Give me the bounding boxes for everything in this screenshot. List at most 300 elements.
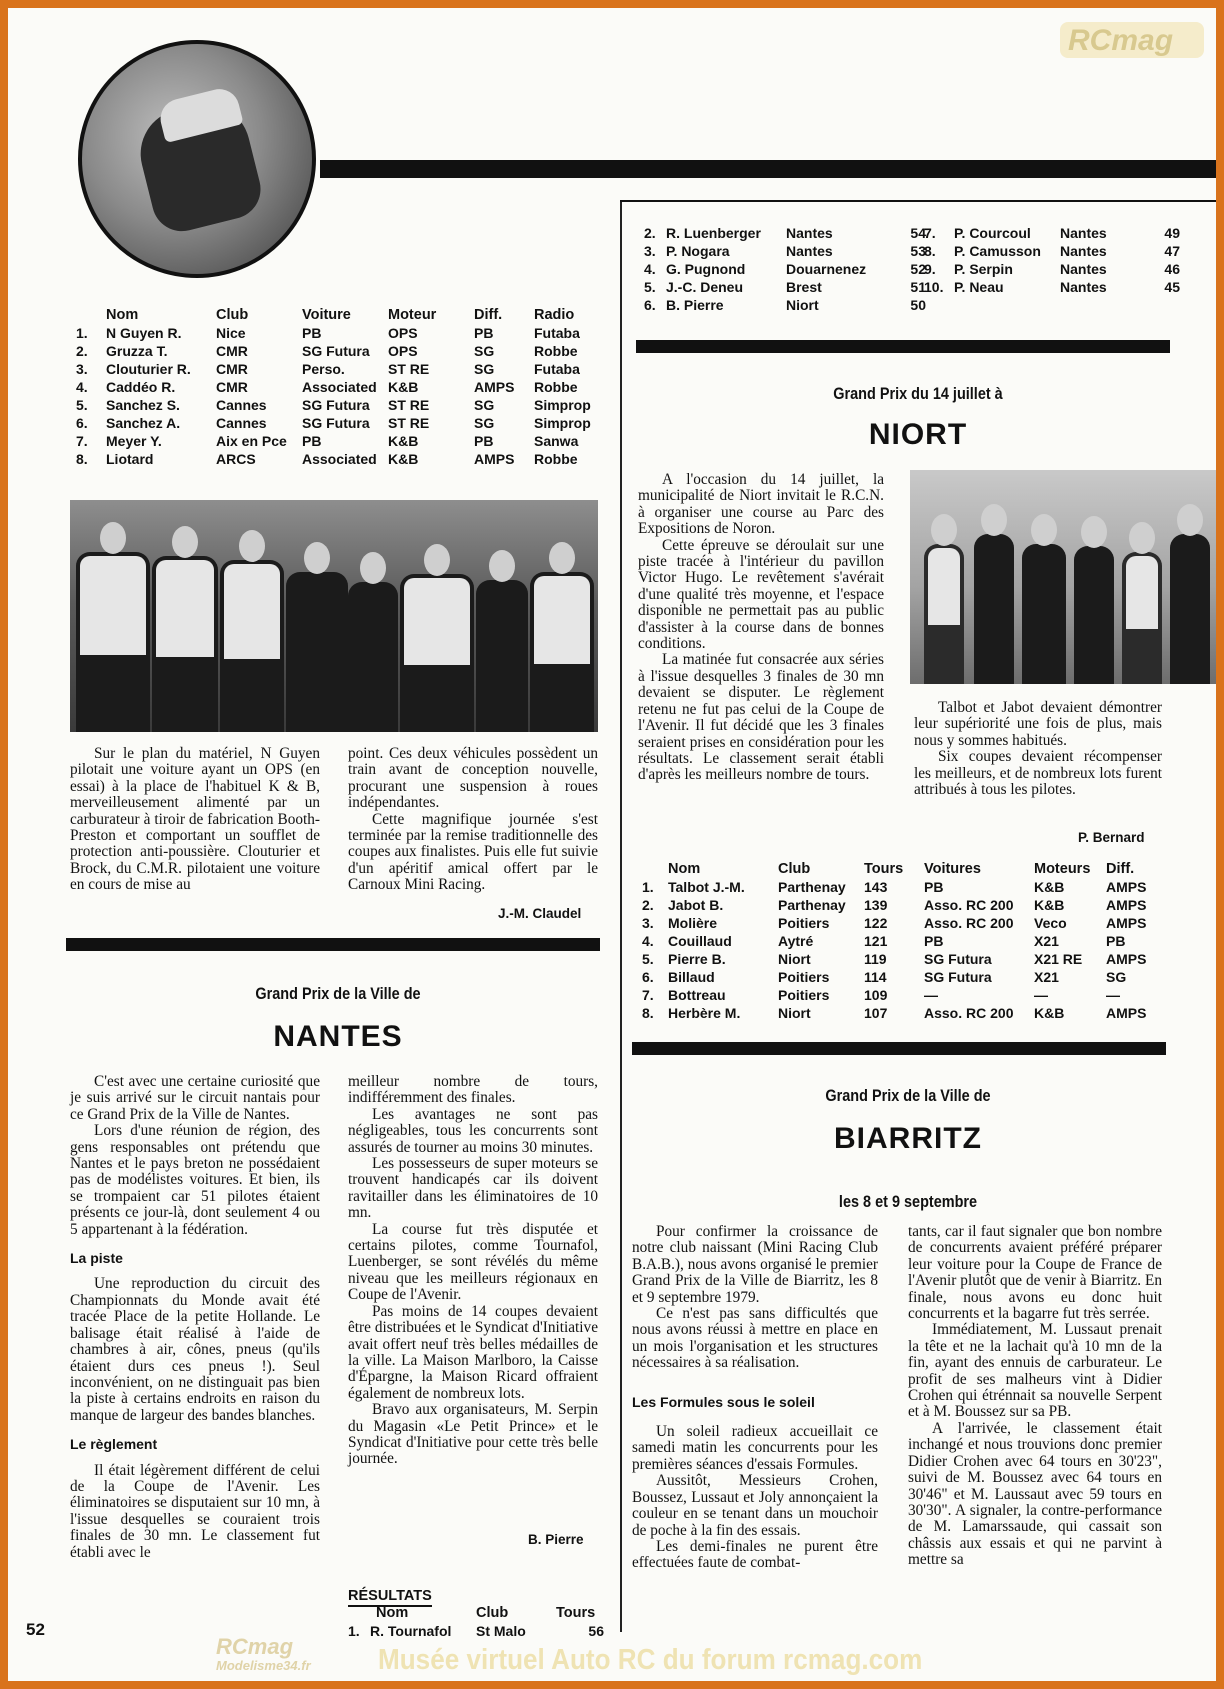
voiture: PB	[302, 325, 322, 341]
club: Cannes	[216, 415, 267, 431]
moteur: X21	[1034, 933, 1059, 949]
nantes-results-table	[348, 1604, 604, 1640]
nantes-kicker: Grand Prix de la Ville de	[255, 984, 421, 1003]
nom: Sanchez S.	[106, 397, 180, 413]
nom: G. Pugnond	[666, 261, 746, 277]
radio: Futaba	[534, 361, 580, 377]
table-row	[644, 224, 926, 242]
table-row	[644, 242, 926, 260]
paragraph: Ce n'est pas sans difficultés que nous avons réussi à mettre en place en un mois l'organisation et les structures nécessaires à sa réalisation.	[632, 1305, 878, 1372]
rank: 7.	[76, 433, 88, 449]
nom: Billaud	[668, 969, 715, 985]
moteur: K&B	[1034, 1005, 1065, 1021]
paragraph: Sur le plan du matériel, N Guyen pilotait une voiture ayant un OPS (en essai) à la place de l'habituel K & B, merveilleusement alimenté par un carburateur à tiroir de fabrication Booth-Preston et comportant un soufflet de protection anti-poussière. Clouturier et Brock, du C.M.R. pilotaient une voiture en cours de mise au	[70, 745, 320, 894]
nom: N Guyen R.	[106, 325, 182, 341]
moteur: K&B	[388, 433, 419, 449]
bottom-watermark-caption: Musée virtuel Auto RC du forum rcmag.com	[378, 1644, 923, 1676]
rank: 9.	[924, 261, 936, 277]
tours: 139	[864, 897, 888, 913]
club: Niort	[786, 297, 819, 313]
diff: SG	[474, 397, 495, 413]
table-row	[348, 1622, 604, 1640]
nom: Sanchez A.	[106, 415, 181, 431]
nom: Liotard	[106, 451, 154, 467]
winners-group-photo	[70, 500, 598, 732]
biarritz-col2	[908, 1224, 1162, 1569]
photo-person-head	[489, 550, 515, 582]
paragraph: Pas moins de 14 coupes devaient être distribuées et le Syndicat d'Initiative avait offert neuf très belles médailles de la ville. La Maison Marlboro, la Caisse d'Épargne, la Maison Ricard offraient également de nombreux lots.	[348, 1302, 598, 1402]
club: Nantes	[1060, 279, 1107, 295]
voiture: Perso.	[302, 361, 345, 377]
photo-person-shirt	[928, 548, 960, 625]
header-rule-thin	[620, 200, 1216, 202]
paragraph: Les demi-finales ne purent être effectuées faute de combat-	[632, 1537, 878, 1572]
club: Poitiers	[778, 915, 830, 931]
photo-person-shirt	[1126, 556, 1158, 629]
niort-group-photo	[910, 470, 1216, 684]
photo-person	[1022, 544, 1066, 684]
rank: 8.	[642, 1005, 654, 1021]
table-row	[642, 950, 1162, 968]
rank: 1.	[76, 325, 88, 341]
magazine-page	[8, 8, 1216, 1681]
rank: 8.	[924, 243, 936, 259]
niort-header-moteurs: Moteurs	[1034, 861, 1091, 877]
rank: 5.	[644, 279, 656, 295]
niort-signature: P. Bernard	[1078, 830, 1145, 845]
table-row	[924, 224, 1180, 242]
table-row	[76, 342, 604, 360]
photo-person-shirt	[404, 578, 470, 665]
nantes-results-header-nom: Nom	[376, 1605, 409, 1621]
rank: 6.	[76, 415, 88, 431]
photo-person	[1122, 552, 1162, 684]
top-results-header-row	[76, 306, 604, 324]
tours: 46	[1164, 261, 1180, 277]
rank: 4.	[642, 933, 654, 949]
paragraph: Lors d'une réunion de région, des gens responsables ont prétendu que Nantes et le pays breton ne possédaient pas de modélistes voitures. Et bien, ils se trompaient car 51 pilotes étaient présents ce jour-là, dont seulement 4 ou 5 appartenant à la fédération.	[70, 1122, 320, 1238]
table-row	[924, 260, 1180, 278]
photo-person	[476, 580, 528, 732]
moteur: K&B	[388, 379, 419, 395]
table-row	[642, 932, 1162, 950]
column-divider	[620, 202, 622, 1632]
voiture: PB	[924, 879, 944, 895]
table-row	[642, 986, 1162, 1004]
moteur: —	[1034, 987, 1048, 1003]
photo-person	[286, 572, 348, 732]
nom: R. Luenberger	[666, 225, 761, 241]
tours: 107	[864, 1005, 888, 1021]
rank: 3.	[642, 915, 654, 931]
top-results-header-nom: Nom	[106, 307, 139, 323]
section-rule-nantes	[66, 938, 600, 951]
club: Brest	[786, 279, 822, 295]
club: Parthenay	[778, 897, 846, 913]
tours: 114	[864, 969, 887, 985]
nom: Pierre B.	[668, 951, 726, 967]
voiture: Associated	[302, 451, 377, 467]
photo-person	[220, 560, 284, 732]
top-results-header-moteur: Moteur	[388, 307, 437, 323]
table-row	[644, 260, 926, 278]
nantes-col2	[348, 1074, 598, 1468]
niort-col2	[914, 700, 1162, 798]
tours: 52	[910, 261, 926, 277]
radio: Sanwa	[534, 433, 579, 449]
nom: Herbère M.	[668, 1005, 741, 1021]
radio: Simprop	[534, 415, 591, 431]
nom: P. Courcoul	[954, 225, 1031, 241]
nantes-subhead-piste: La piste	[70, 1250, 123, 1267]
header-rule	[320, 160, 1216, 178]
paragraph: tants, car il faut signaler que bon nombre de concurrents avaient préféré préparer leur voiture pour la Coupe de France de l'Avenir plutôt que de venir à Biarritz. En finale, nous avons eu donc huit concurrents et la bagarre fut très serrée.	[908, 1223, 1162, 1323]
club: Aytré	[778, 933, 814, 949]
paragraph: Une reproduction du circuit des Championnats du Monde avait été tracée Place de la petite Hollande. Le balisage était réalisé à l'aide de chambres à air, cônes, pneus (qu'ils étaient durs ces pneus !). Seul inconvénient, on ne distinguait pas bien la piste à certains endroits en raison du manque de largeur des bandes blanches.	[70, 1275, 320, 1424]
rank: 4.	[76, 379, 88, 395]
diff: SG	[474, 343, 495, 359]
niort-title: NIORT	[868, 418, 968, 451]
niort-header-club: Club	[778, 861, 811, 877]
bottom-logo-rcmag: RCmag	[216, 1634, 294, 1659]
photo-person	[530, 572, 594, 732]
nom: P. Nogara	[666, 243, 730, 259]
rcmag-logo	[1058, 18, 1208, 62]
voiture: Asso. RC 200	[924, 1005, 1014, 1021]
paragraph: Aussitôt, Messieurs Crohen, Boussez, Lussaut et Joly annonçaient la couleur en se tenant dans un mouchoir de poche à la fin des essais.	[632, 1472, 878, 1539]
diff: SG	[474, 415, 495, 431]
photo-person	[348, 582, 398, 732]
photo-person-head	[360, 552, 386, 584]
table-row	[642, 968, 1162, 986]
photo-person-head	[239, 530, 265, 562]
voiture: Asso. RC 200	[924, 897, 1014, 913]
moteur: X21	[1034, 969, 1059, 985]
biarritz-title: BIARRITZ	[834, 1122, 982, 1155]
club: Nantes	[786, 225, 833, 241]
diff: AMPS	[1106, 951, 1147, 967]
diff: AMPS	[474, 379, 515, 395]
photo-person	[1074, 546, 1114, 684]
diff: —	[1106, 987, 1120, 1003]
nom: Jabot B.	[668, 897, 724, 913]
photo-person	[76, 552, 150, 732]
rank: 7.	[924, 225, 936, 241]
club: Poitiers	[778, 969, 830, 985]
nantes-results-header-row	[348, 1604, 604, 1622]
biarritz-kicker: Grand Prix de la Ville de	[825, 1086, 991, 1105]
rank: 4.	[644, 261, 656, 277]
photo-person-head	[1081, 516, 1107, 548]
photo-person-head	[424, 544, 450, 576]
diff: SG	[474, 361, 495, 377]
top-results-body	[76, 324, 604, 468]
niort-header-diff: Diff.	[1106, 861, 1135, 877]
club: Nantes	[1060, 243, 1107, 259]
niort-results-table	[642, 860, 1162, 1022]
photo-person-shirt	[80, 556, 146, 655]
diff: PB	[474, 325, 494, 341]
voiture: —	[924, 987, 938, 1003]
biarritz-subhead-formules: Les Formules sous le soleil	[632, 1393, 815, 1410]
nom: P. Neau	[954, 279, 1004, 295]
section-rule-biarritz	[632, 1042, 1166, 1055]
club: St Malo	[476, 1623, 526, 1639]
voiture: PB	[924, 933, 944, 949]
photo-person-head	[931, 514, 957, 546]
table-row	[76, 324, 604, 342]
paragraph: Bravo aux organisateurs, M. Serpin du Magasin «Le Petit Prince» et le Syndicat d'Initiative pour cette très belle journée.	[348, 1401, 598, 1468]
voiture: SG Futura	[302, 343, 370, 359]
rank: 2.	[76, 343, 88, 359]
tours: 47	[1164, 243, 1180, 259]
bottom-logo-modelisme: Modelisme34.fr	[216, 1658, 311, 1673]
table-row	[76, 396, 604, 414]
table-row	[644, 278, 926, 296]
photo-person-head	[1129, 522, 1155, 554]
moteur: K&B	[388, 451, 419, 467]
rank: 8.	[76, 451, 88, 467]
top-results-header-diff: Diff.	[474, 307, 503, 323]
diff: AMPS	[474, 451, 515, 467]
paragraph: Un soleil radieux accueillait ce samedi matin les concurrents pour les premières séances d'essais Formules.	[632, 1423, 878, 1473]
niort-col1	[638, 472, 884, 784]
rank-header	[348, 1604, 370, 1622]
nom: Bottreau	[668, 987, 726, 1003]
tours: 53	[910, 243, 926, 259]
nom: Talbot J.-M.	[668, 879, 745, 895]
top-results-header-voiture: Voiture	[302, 307, 351, 323]
moteur: X21 RE	[1034, 951, 1083, 967]
tours: 143	[864, 879, 888, 895]
tours: 109	[864, 987, 888, 1003]
nom: Caddéo R.	[106, 379, 176, 395]
voiture: SG Futura	[302, 397, 370, 413]
paragraph: Pour confirmer la croissance de notre club naissant (Mini Racing Club B.A.B.), nous avons organisé le premier Grand Prix de la Ville de Biarritz, les 8 et 9 septembre 1979.	[632, 1223, 878, 1306]
radio: Robbe	[534, 379, 578, 395]
moteur: ST RE	[388, 397, 430, 413]
tours: 54	[910, 225, 926, 241]
nom: Molière	[668, 915, 718, 931]
moteur: OPS	[388, 325, 418, 341]
club: Nantes	[1060, 225, 1107, 241]
club: CMR	[216, 343, 248, 359]
table-row	[642, 1004, 1162, 1022]
voiture: SG Futura	[302, 415, 370, 431]
paragraph: C'est avec une certaine curiosité que je suis arrivé sur le circuit nantais pour ce Grand Prix de la Ville de Nantes.	[70, 1073, 320, 1123]
photo-person	[1170, 534, 1210, 684]
top-results-rank-header	[76, 306, 106, 324]
moteur: ST RE	[388, 415, 430, 431]
diff: SG	[1106, 969, 1127, 985]
club: Cannes	[216, 397, 267, 413]
tours: 45	[1164, 279, 1180, 295]
nantes-results-header-club: Club	[476, 1605, 509, 1621]
club: Nice	[216, 325, 246, 341]
moteur: K&B	[1034, 879, 1065, 895]
rank: 2.	[642, 897, 654, 913]
table-row	[642, 914, 1162, 932]
first-article-col2	[348, 746, 598, 894]
photo-person-head	[100, 522, 126, 554]
photo-person-shirt	[534, 576, 590, 664]
table-row	[76, 450, 604, 468]
table-row	[924, 278, 1180, 296]
photo-person	[924, 544, 964, 684]
nom: Meyer Y.	[106, 433, 162, 449]
voiture: SG Futura	[924, 969, 992, 985]
voiture: Associated	[302, 379, 377, 395]
photo-person	[400, 574, 474, 732]
rank: 5.	[642, 951, 654, 967]
photo-person-shirt	[224, 564, 280, 659]
diff: AMPS	[1106, 897, 1147, 913]
niort-header-tours: Tours	[864, 861, 904, 877]
nantes-results-cont-a	[644, 224, 926, 314]
nom: P. Serpin	[954, 261, 1013, 277]
nom: P. Camusson	[954, 243, 1041, 259]
tours: 121	[864, 933, 888, 949]
moteur: K&B	[1034, 897, 1065, 913]
paragraph: Les possesseurs de super moteurs se trouvent handicapés car ils doivent ravitailler dans les éliminatoires de 10 mn.	[348, 1155, 598, 1222]
nantes-results-header-tours: Tours	[556, 1605, 596, 1621]
rank: 7.	[642, 987, 654, 1003]
photo-person-head	[304, 542, 330, 574]
paragraph: Six coupes devaient récompenser les meilleurs, et de nombreux lots furent attribués à tous les pilotes.	[914, 748, 1162, 799]
radio: Robbe	[534, 343, 578, 359]
page-number: 52	[26, 1620, 45, 1639]
paragraph: A l'arrivée, le classement était inchangé et nous trouvions donc premier Didier Crohen avec 64 tours en 30'23", suivi de M. Boussez avec 64 tours en 30'46" et M. Laussaut avec 59 tours en 30'30". A signaler, la contre-performance de M. Lamarssaude, qui cassait son châssis aux essais et qui ne parvint à mettre sa	[908, 1419, 1162, 1569]
rank: 6.	[644, 297, 656, 313]
voiture: SG Futura	[924, 951, 992, 967]
club: Poitiers	[778, 987, 830, 1003]
voiture: PB	[302, 433, 322, 449]
paragraph: La matinée fut consacrée aux séries à l'issue desquelles 3 finales de 30 mn devaient se disputer. Le règlement retenu ne fut pas celui de la Coupe de l'Avenir. Il fut décidé que les 3 finales seraient prises en considération pour les résultats. Le classement serait établi d'après les meilleurs nombre de tours.	[638, 651, 884, 784]
tours: 56	[588, 1623, 604, 1639]
photo-person-head	[1031, 514, 1057, 546]
rank: 6.	[642, 969, 654, 985]
nom: J.-C. Deneu	[666, 279, 744, 295]
table-row	[76, 360, 604, 378]
club: Niort	[778, 1005, 811, 1021]
top-results-table	[76, 306, 604, 468]
nantes-subhead-reglement: Le règlement	[70, 1436, 158, 1453]
photo-person	[974, 534, 1014, 684]
nantes-title: NANTES	[273, 1020, 403, 1053]
tours: 49	[1164, 225, 1180, 241]
photo-person-head	[1177, 504, 1203, 536]
first-article-signature: J.-M. Claudel	[498, 906, 582, 921]
tours: 50	[910, 297, 926, 313]
table-row	[644, 296, 926, 314]
nantes-col1	[70, 1074, 320, 1561]
rank: 3.	[76, 361, 88, 377]
nom: Couillaud	[668, 933, 732, 949]
radio: Simprop	[534, 397, 591, 413]
rank: 3.	[644, 243, 656, 259]
paragraph: Cette épreuve se déroulait sur une piste tracée à l'intérieur du pavillon Victor Hugo. Le revêtement s'avérait d'une qualité très moyenne, et l'espace disponible ne permettait pas au public d'assister à la course dans de bonnes conditions.	[638, 536, 884, 653]
niort-results-header-row	[642, 860, 1162, 878]
paragraph: A l'occasion du 14 juillet, la municipalité de Niort invitait le R.C.N. à organiser une course au Parc des Expositions de Noron.	[638, 471, 884, 538]
rank-header	[642, 860, 668, 878]
diff: PB	[474, 433, 494, 449]
club: ARCS	[216, 451, 256, 467]
nantes-results-cont-b	[924, 224, 1180, 296]
voiture: Asso. RC 200	[924, 915, 1014, 931]
photo-person	[152, 556, 218, 732]
nom: B. Pierre	[666, 297, 724, 313]
tours: 119	[864, 951, 887, 967]
photo-person-head	[172, 526, 198, 558]
club: Aix en Pce	[216, 433, 287, 449]
bottom-watermark-logo	[216, 1634, 386, 1680]
club: CMR	[216, 379, 248, 395]
first-article-col1	[70, 746, 320, 894]
car-photo-circle	[78, 40, 316, 278]
diff: AMPS	[1106, 915, 1147, 931]
diff: AMPS	[1106, 879, 1147, 895]
table-row	[642, 878, 1162, 896]
biarritz-dates: les 8 et 9 septembre	[838, 1192, 978, 1211]
rank: 10.	[924, 279, 944, 295]
photo-person-shirt	[156, 560, 214, 657]
moteur: ST RE	[388, 361, 430, 377]
tours: 51	[910, 279, 926, 295]
club: Nantes	[786, 243, 833, 259]
nom: Gruzza T.	[106, 343, 168, 359]
niort-kicker: Grand Prix du 14 juillet à	[833, 384, 1003, 403]
club: CMR	[216, 361, 248, 377]
photo-person-head	[549, 542, 575, 574]
section-rule-niort	[636, 340, 1170, 353]
nantes-signature: B. Pierre	[528, 1532, 584, 1547]
diff: AMPS	[1106, 1005, 1147, 1021]
club: Douarnenez	[786, 261, 867, 277]
table-row	[76, 414, 604, 432]
radio: Robbe	[534, 451, 578, 467]
nom: Clouturier R.	[106, 361, 191, 377]
paragraph: Il était légèrement différent de celui de la Coupe de l'Avenir. Les éliminatoires se disputaient sur 10 mn, à l'issue desquelles se couraient trois finales de 30 mn. Le classement fut établi avec le	[70, 1461, 320, 1561]
radio: Futaba	[534, 325, 580, 341]
rank: 5.	[76, 397, 88, 413]
nom: R. Tournafol	[370, 1623, 452, 1639]
tours: 122	[864, 915, 888, 931]
rcmag-logo-text: RCmag	[1068, 24, 1174, 57]
biarritz-col1	[632, 1224, 878, 1572]
paragraph: Cette magnifique journée s'est terminée par la remise traditionnelle des coupes aux finalistes. Puis elle fut suivie d'un apéritif amical offert par le Carnoux Mini Racing.	[348, 810, 598, 894]
niort-header-nom: Nom	[668, 861, 701, 877]
club: Parthenay	[778, 879, 846, 895]
top-results-header-club: Club	[216, 307, 249, 323]
rank: 1.	[348, 1623, 360, 1639]
paragraph: meilleur nombre de tours, indifféremment des finales.	[348, 1073, 598, 1107]
paragraph: Talbot et Jabot devaient démontrer leur supériorité une fois de plus, mais nous y sommes habitués.	[914, 699, 1162, 749]
nantes-results-label: RÉSULTATS	[348, 1588, 432, 1607]
paragraph: Immédiatement, M. Lussaut prenait la tête et ne la lachait qu'à 10 mn de la fin, ayant des ennuis de carburateur. Le profit de ses malheurs vint à Didier Crohen qui étrénnait sa nouvelle Serpent et à M. Boussez sur sa PB.	[908, 1321, 1162, 1421]
top-results-header-radio: Radio	[534, 307, 575, 323]
paragraph: Les avantages ne sont pas négligeables, tous les concurrents sont assurés de tourner au moins 30 minutes.	[348, 1105, 598, 1156]
table-row	[642, 896, 1162, 914]
photo-person-head	[981, 504, 1007, 536]
paragraph: La course fut très disputée et certains pilotes, comme Tournafol, Luenberger, se sont révélés du même niveau que les meilleurs régionaux en Coupe de l'Avenir.	[348, 1220, 598, 1304]
rank: 1.	[642, 879, 654, 895]
table-row	[76, 432, 604, 450]
table-row	[76, 378, 604, 396]
table-row	[924, 242, 1180, 260]
diff: PB	[1106, 933, 1126, 949]
moteur: Veco	[1034, 915, 1067, 931]
niort-header-voitures: Voitures	[924, 861, 981, 877]
